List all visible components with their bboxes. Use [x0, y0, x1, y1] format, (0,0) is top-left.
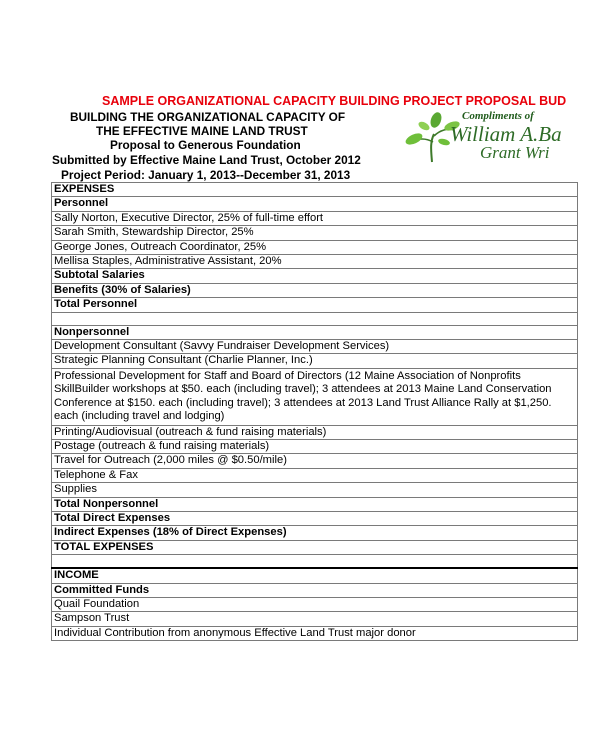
table-row [52, 555, 578, 569]
budget-line-item: Travel for Outreach (2,000 miles @ $0.50/mile) [52, 454, 578, 468]
table-row [52, 511, 578, 525]
budget-line-item: Nonpersonnel [52, 325, 578, 339]
budget-line-item: George Jones, Outreach Coordinator, 25% [52, 240, 578, 254]
budget-line-item: TOTAL EXPENSES [52, 540, 578, 554]
table-row [52, 526, 578, 540]
budget-line-item: Committed Funds [52, 583, 578, 597]
table-row [52, 183, 578, 197]
table-row [52, 283, 578, 297]
budget-line-item: Sampson Trust [52, 612, 578, 626]
budget-line-item: Individual Contribution from anonymous Effective Land Trust major donor [52, 626, 578, 640]
table-row [52, 425, 578, 439]
table-row [52, 597, 578, 611]
table-row [52, 269, 578, 283]
budget-line-item: Professional Development for Staff and Board of Directors (12 Maine Association of Nonprofits SkillBuilder workshops at $50. each (including travel); 3 attendees at 2013 Maine Land Conservation Conference at $150. each (including travel); 3 attendees at 2013 Land Trust Alliance Rally at $1,250. each (including travel and lodging) [52, 368, 578, 425]
table-row [52, 255, 578, 269]
table-row [52, 298, 578, 312]
budget-line-item: Quail Foundation [52, 597, 578, 611]
budget-line-item: Total Nonpersonnel [52, 497, 578, 511]
table-row [52, 612, 578, 626]
budget-line-item [52, 555, 578, 569]
table-row [52, 583, 578, 597]
header-line-3: Proposal to Generous Foundation [110, 138, 301, 152]
budget-line-item: Subtotal Salaries [52, 269, 578, 283]
table-row [52, 340, 578, 354]
budget-line-item: Sally Norton, Executive Director, 25% of full-time effort [52, 211, 578, 225]
table-row [52, 454, 578, 468]
logo-name-text: William A.Ba [450, 122, 562, 146]
project-period-line: Project Period: January 1, 2013--December 31, 2013 [61, 168, 351, 182]
header-line-2: THE EFFECTIVE MAINE LAND TRUST [96, 124, 308, 138]
table-row [52, 483, 578, 497]
document-title: SAMPLE ORGANIZATIONAL CAPACITY BUILDING PROJECT PROPOSAL BUD [102, 94, 567, 108]
table-row [52, 354, 578, 368]
table-row [52, 540, 578, 554]
table-row [52, 240, 578, 254]
author-logo [402, 108, 600, 168]
budget-line-item: Printing/Audiovisual (outreach & fund raising materials) [52, 425, 578, 439]
table-row [52, 626, 578, 640]
budget-line-item: INCOME [52, 568, 578, 583]
table-row [52, 497, 578, 511]
budget-line-item: Total Personnel [52, 298, 578, 312]
budget-line-item: Sarah Smith, Stewardship Director, 25% [52, 226, 578, 240]
budget-line-item: Supplies [52, 483, 578, 497]
table-row [52, 325, 578, 339]
table-row [52, 568, 578, 583]
budget-line-item: Postage (outreach & fund raising materials) [52, 439, 578, 453]
budget-line-item: Mellisa Staples, Administrative Assistant, 20% [52, 255, 578, 269]
budget-line-item: Personnel [52, 197, 578, 211]
table-row [52, 197, 578, 211]
budget-table [51, 182, 578, 641]
table-row [52, 211, 578, 225]
header-line-1: BUILDING THE ORGANIZATIONAL CAPACITY OF [70, 110, 346, 124]
logo-compliments-text: Compliments of [462, 110, 534, 122]
budget-line-item: Total Direct Expenses [52, 511, 578, 525]
submitted-by-line: Submitted by Effective Maine Land Trust, October 2012 [52, 153, 361, 167]
table-row [52, 439, 578, 453]
budget-line-item: Benefits (30% of Salaries) [52, 283, 578, 297]
table-row [52, 226, 578, 240]
budget-line-item: Development Consultant (Savvy Fundraiser Development Services) [52, 340, 578, 354]
table-row [52, 312, 578, 325]
budget-line-item: Telephone & Fax [52, 468, 578, 482]
logo-subtitle-text: Grant Wri [480, 143, 550, 162]
budget-line-item: Strategic Planning Consultant (Charlie Planner, Inc.) [52, 354, 578, 368]
budget-line-item: Indirect Expenses (18% of Direct Expenses) [52, 526, 578, 540]
budget-line-item [52, 312, 578, 325]
budget-line-item: EXPENSES [52, 183, 578, 197]
table-row [52, 368, 578, 425]
table-row [52, 468, 578, 482]
